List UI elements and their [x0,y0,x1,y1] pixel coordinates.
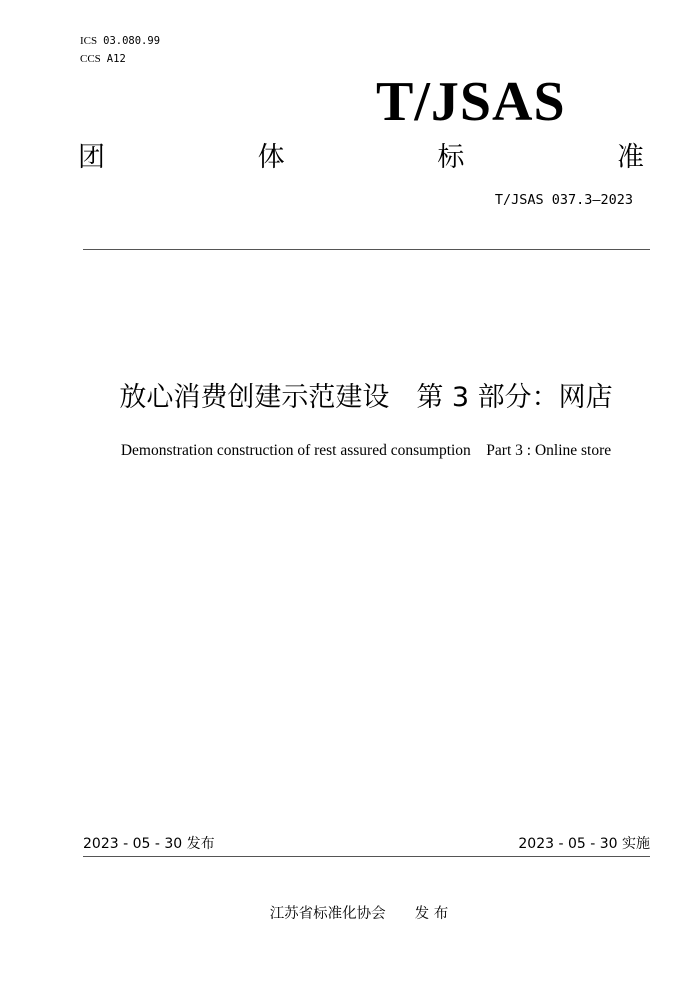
header-divider [83,249,650,250]
standard-type-char: 准 [616,141,644,173]
standard-type-heading [78,134,644,174]
issuer: 江苏省标准化协会 发 布 [269,906,449,922]
ics-value: 03.080.99 [103,35,161,47]
footer-divider [83,856,650,857]
ics-code [80,34,160,48]
standard-brand-logo: T/JSAS [376,71,566,133]
effective-date: 2023 - 05 - 30 实施 [518,836,650,852]
standard-number: T/JSAS 037.3—2023 [494,192,633,208]
ccs-value: A12 [106,53,126,65]
publish-date: 2023 - 05 - 30 发布 [83,836,215,852]
standard-type-char: 团 [78,141,105,173]
standard-type-char: 体 [257,141,285,173]
ccs-label: CCS [80,53,101,65]
document-title-chinese: 放心消费创建示范建设 第 3 部分：网店 [119,382,613,413]
document-title-english: Demonstration construction of rest assured consumption Part 3 : Online store [120,442,612,459]
ccs-code [80,52,126,66]
ics-label: ICS [80,35,98,47]
standard-type-char: 标 [437,141,465,173]
